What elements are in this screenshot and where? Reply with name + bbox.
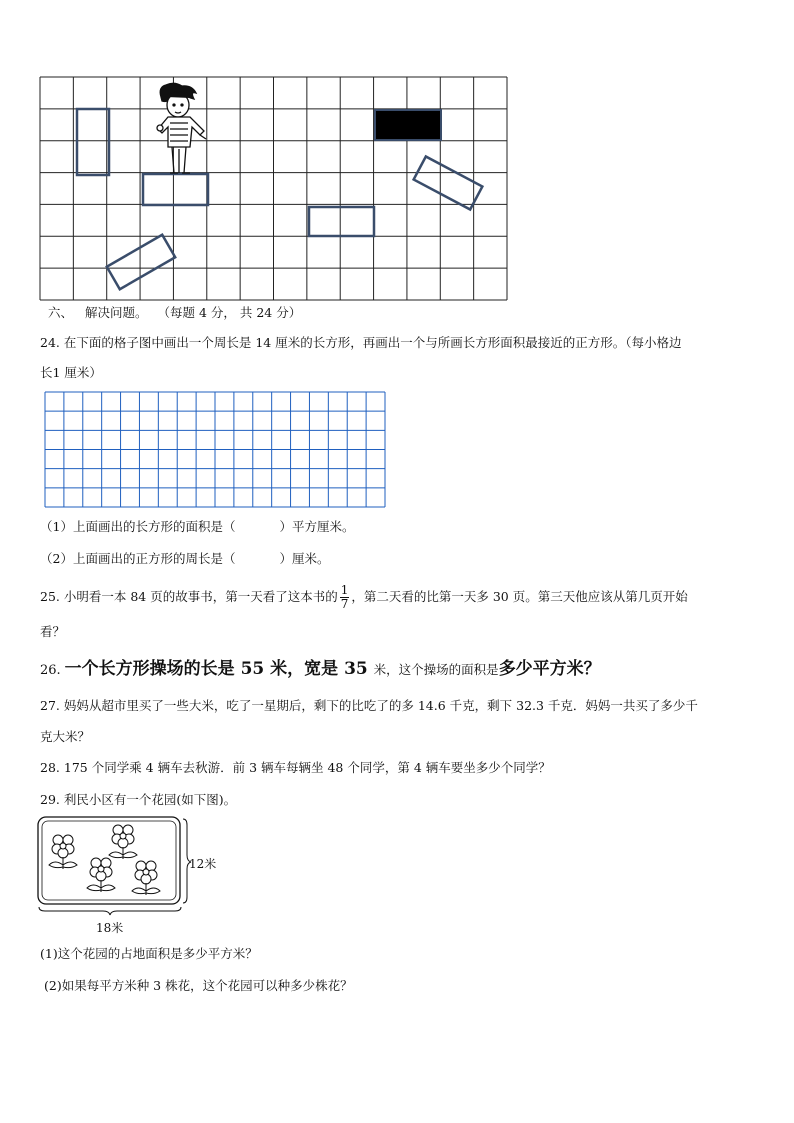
- rectangle-middle-right: [309, 207, 374, 236]
- question-24-line1: [40, 335, 681, 351]
- question-text: 在下面的格子图中画出一个周长是 14 厘米的长方形，再画出一个与所画长方形面积最接近的正方形。（每小格边: [63, 335, 682, 350]
- fraction-numerator: 1: [340, 583, 349, 597]
- question-24-sub1: [40, 519, 354, 535]
- question-26: [40, 658, 601, 682]
- height-label: 12米: [189, 857, 217, 871]
- question-number: 26.: [40, 663, 61, 678]
- question-text: 175 个同学乘 4 辆车去秋游．前 3 辆车每辆坐 48 个同学，第 4 辆车要坐多少个同学？: [63, 760, 551, 775]
- shapes-grid-figure: [40, 77, 510, 302]
- question-29: [40, 792, 236, 808]
- question-25-line2: 看？: [40, 624, 66, 639]
- question-text: 妈妈从超市里买了一些大米，吃了一星期后，剩下的比吃了的多 14.6 千克，剩下 32.3 千克．妈妈一共买了多少千: [63, 698, 698, 713]
- question-28: [40, 760, 551, 776]
- section-six-header: [48, 305, 348, 321]
- question-text-b: ，第二天看的比第一天多 30 页。第三天他应该从第几页开始: [351, 589, 688, 604]
- filled-black-rectangle: [375, 110, 441, 140]
- question-text: 利民小区有一个花园(如下图)。: [63, 792, 237, 807]
- flower-icon: [109, 825, 137, 859]
- question-29-sub1: (1)这个花园的占地面积是多少平方米？: [40, 946, 258, 961]
- question-number: 28.: [40, 760, 60, 775]
- sub2-prefix: （2）上面画出的正方形的周长是（: [40, 551, 236, 566]
- width-brace: [39, 907, 181, 915]
- question-27-line2: 克大米？: [40, 729, 91, 744]
- fraction-denominator: 7: [340, 597, 349, 611]
- width-label: 18米: [96, 921, 124, 935]
- sub1-suffix: ）平方厘米。: [279, 519, 355, 534]
- question-text-c: 多少平方米？: [498, 659, 601, 679]
- sub1-prefix: （1）上面画出的长方形的面积是（: [40, 519, 236, 534]
- question-24-sub2: [40, 551, 329, 567]
- question-number: 27.: [40, 698, 60, 713]
- question-27-line1: [40, 698, 698, 714]
- section-number: 六、: [48, 305, 74, 320]
- flower-icon: [132, 861, 160, 895]
- question-25-line1: [40, 577, 688, 617]
- blue-square-grid: [45, 392, 387, 509]
- question-number: 29.: [40, 792, 60, 807]
- boy-illustration: [157, 83, 206, 173]
- flower-icons: [49, 825, 160, 895]
- flower-icon: [49, 835, 77, 869]
- question-29-sub2: (2)如果每平方米种 3 株花，这个花园可以种多少株花？: [44, 978, 353, 993]
- question-text-a: 一个长方形操场的长是 55 米，宽是 35: [64, 659, 374, 679]
- sub2-suffix: ）厘米。: [279, 551, 330, 566]
- horizontal-rectangle-small: [143, 174, 208, 205]
- section-score-note: （每题 4 分， 共 24 分）: [157, 305, 302, 320]
- tilted-rectangle-right: [414, 156, 483, 209]
- question-24-line2: 长1 厘米）: [40, 365, 102, 380]
- question-text-b: 米，这个操场的面积是: [373, 662, 499, 677]
- vertical-rectangle: [77, 109, 109, 175]
- question-number: 25.: [40, 589, 60, 604]
- flower-icon: [87, 858, 115, 892]
- question-number: 24.: [40, 335, 60, 350]
- garden-diagram: [35, 815, 235, 935]
- tilted-rectangle-bottom-left: [107, 235, 175, 290]
- question-text-a: 小明看一本 84 页的故事书，第一天看了这本书的: [63, 589, 338, 604]
- section-title: 解决问题。: [85, 305, 148, 320]
- grid-lines: [45, 392, 385, 507]
- fraction: [340, 584, 350, 611]
